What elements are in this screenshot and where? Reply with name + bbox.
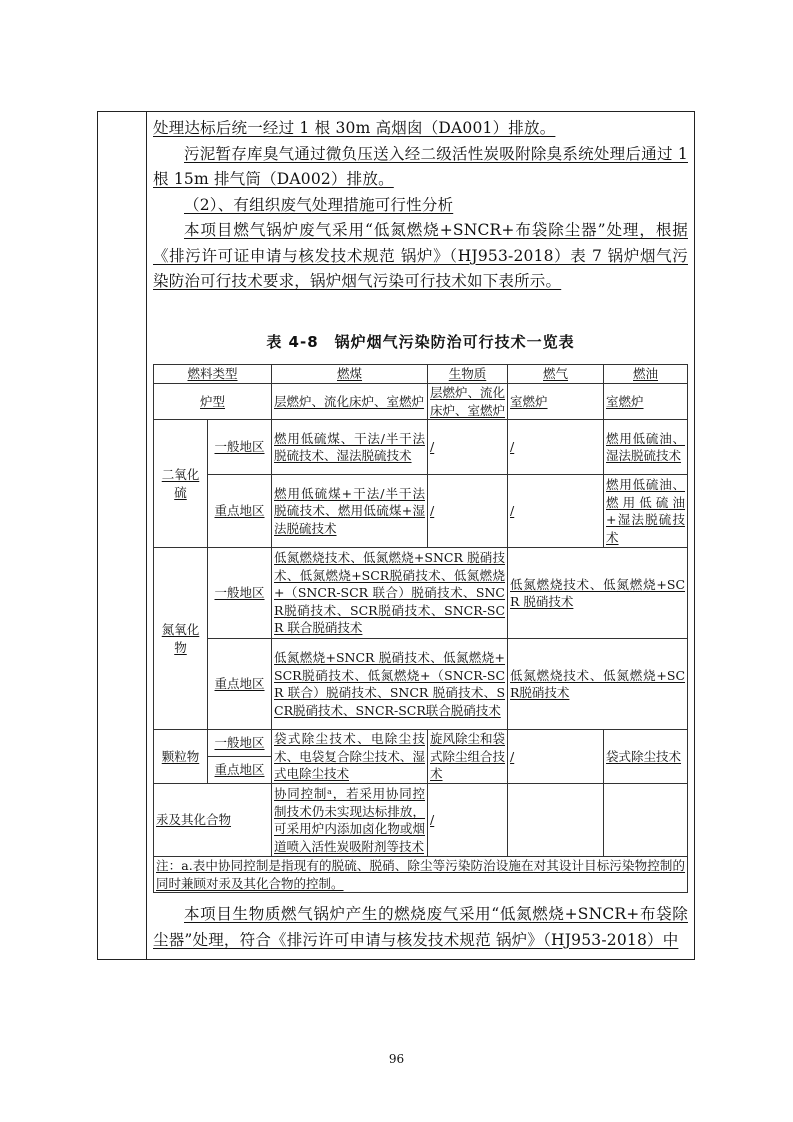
page-number: 96	[388, 1052, 405, 1066]
nox-key-coal-biomass: 低氮燃烧+SNCR 脱硝技术、低氮燃烧+SCR脱硝技术、低氮燃烧+（SNCR-SCR 联合）脱硝技术、SNCR 脱硝技术、SCR脱硝技术、SNCR-SCR联合脱硝技术	[272, 639, 508, 730]
so2-general-row	[154, 420, 688, 475]
paragraph-2: 污泥暂存库臭气通过微负压送入经二级活性炭吸附除臭系统处理后通过 1 根 15m 排气筒（DA002）排放。	[153, 144, 688, 188]
paragraph-4: 本项目燃气锅炉废气采用“低氮燃烧+SNCR+布袋除尘器”处理，根据《排污许可证申请与核发技术规范 锅炉》（HJ953-2018）表 7 锅炉烟气污染防治可行技术要求，锅炉烟气污染可行技术如下表所示。	[153, 221, 688, 290]
header-biomass: 生物质	[428, 365, 508, 384]
feasible-tech-table	[153, 364, 688, 893]
table-note: 注：a.表中协同控制是指现有的脱硫、脱硝、除尘等污染防治设施在对其设计目标污染物控制的同时兼顾对汞及其化合物的控制。	[154, 857, 688, 893]
furnace-row	[154, 384, 688, 420]
header-fuel-type: 燃料类型	[154, 365, 272, 384]
so2-key-coal: 燃用低硫煤+干法/半干法脱硫技术、燃用低硫煤+湿法脱硫技术	[272, 475, 428, 548]
pm-biomass: 旋风除尘和袋式除尘组合技术	[428, 730, 508, 784]
nox-key-row	[154, 639, 688, 730]
so2-key-area: 重点地区	[208, 475, 272, 548]
so2-key-oil: 燃用低硫油、燃用低硫油+湿法脱硫技术	[604, 475, 688, 548]
nox-general-gas-oil: 低氮燃烧技术、低氮燃烧+SCR 脱硝技术	[508, 548, 688, 639]
pm-general-area: 一般地区	[208, 730, 272, 757]
pm-oil: 袋式除尘技术	[604, 730, 688, 784]
hg-biomass: /	[428, 784, 508, 857]
so2-key-row	[154, 475, 688, 548]
so2-general-coal: 燃用低硫煤、干法/半干法脱硫技术、湿法脱硫技术	[272, 420, 428, 475]
so2-general-biomass: /	[428, 420, 508, 475]
nox-general-area: 一般地区	[208, 548, 272, 639]
furnace-label: 炉型	[154, 384, 272, 420]
note-row	[154, 857, 688, 893]
furnace-oil: 室燃炉	[604, 384, 688, 420]
header-gas: 燃气	[508, 365, 604, 384]
nox-key-area: 重点地区	[208, 639, 272, 730]
furnace-gas: 室燃炉	[508, 384, 604, 420]
pm-coal: 袋式除尘技术、电除尘技术、电袋复合除尘技术、湿式电除尘技术	[272, 730, 428, 784]
furnace-biomass: 层燃炉、流化床炉、室燃炉	[428, 384, 508, 420]
closing-text	[153, 902, 688, 953]
hg-row	[154, 784, 688, 857]
hg-coal: 协同控制ᵃ，若采用协同控制技术仍未实现达标排放，可采用炉内添加卤化物或烟道喷入活性炭吸附剂等技术	[272, 784, 428, 857]
hg-gas-blank	[508, 784, 604, 857]
so2-key-gas: /	[508, 475, 604, 548]
pm-pollutant: 颗粒物	[154, 730, 208, 784]
nox-general-coal-biomass: 低氮燃烧技术、低氮燃烧+SNCR 脱硝技术、低氮燃烧+SCR脱硝技术、低氮燃烧+（SNCR-SCR 联合）脱硝技术、SNCR脱硝技术、SCR脱硝技术、SNCR-SCR 联合脱硝技术	[272, 548, 508, 639]
so2-general-area: 一般地区	[208, 420, 272, 475]
nox-pollutant: 氮氧化物	[154, 548, 208, 730]
so2-pollutant: 二氧化硫	[154, 420, 208, 548]
table-header-row	[154, 365, 688, 384]
so2-general-oil: 燃用低硫油、湿法脱硫技术	[604, 420, 688, 475]
table-caption: 表 4-8 锅炉烟气污染防治可行技术一览表	[266, 333, 575, 351]
header-oil: 燃油	[604, 365, 688, 384]
hg-oil-blank	[604, 784, 688, 857]
hg-pollutant: 汞及其化合物	[154, 784, 272, 857]
closing-paragraph: 本项目生物质燃气锅炉产生的燃烧废气采用“低氮燃烧+SNCR+布袋除尘器”处理，符合《排污许可申请与核发技术规范 锅炉》（HJ953-2018）中	[153, 905, 688, 949]
nox-general-row	[154, 548, 688, 639]
furnace-coal: 层燃炉、流化床炉、室燃炉	[272, 384, 428, 420]
header-coal: 燃煤	[272, 365, 428, 384]
paragraph-3: （2）、有组织废气处理措施可行性分析	[184, 195, 454, 214]
so2-key-biomass: /	[428, 475, 508, 548]
paragraph-1: 处理达标后统一经过 1 根 30m 高烟囱（DA001）排放。	[153, 119, 556, 137]
frame-divider	[146, 111, 147, 960]
so2-general-gas: /	[508, 420, 604, 475]
pm-key-area: 重点地区	[208, 757, 272, 784]
body-text	[153, 116, 688, 295]
pm-general-row	[154, 730, 688, 757]
pm-gas: /	[508, 730, 604, 784]
nox-key-gas-oil: 低氮燃烧技术、低氮燃烧+SCR脱硝技术	[508, 639, 688, 730]
